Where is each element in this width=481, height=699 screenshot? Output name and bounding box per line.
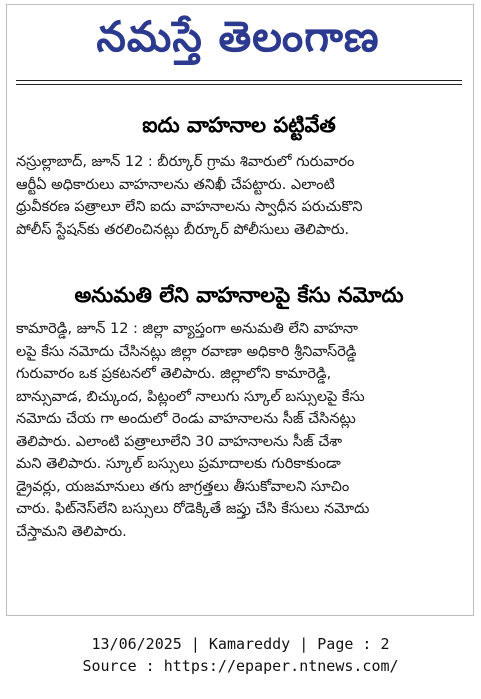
masthead-rule-bottom — [16, 84, 462, 85]
article1-body — [16, 151, 462, 241]
article2-line: లపై కేసు నమోదు చేసినట్లు జిల్లా రవాణా అధికారి శ్రీనివాస్‌రెడ్డి — [16, 343, 357, 360]
article2-line: గురువారం ఒక ప్రకటనలో తెలిపారు. జిల్లాలోని కామారెడ్డి, — [16, 366, 332, 382]
article2-headline: అనుమతి లేని వాహనాలపై కేసు నమోదు — [74, 283, 404, 307]
article2-body — [16, 318, 462, 543]
article2-line: నమోదు చేయ గా అందులో రెండు వాహనాలను సీజ్ చేసినట్లు — [16, 411, 356, 427]
article1-line: ఆర్టీఏ అధికారులు వాహనాలను తనిఖీ చేపట్టారు. ఎలాంటి — [16, 176, 335, 193]
article2-line: చేస్తామని తెలిపారు. — [16, 523, 127, 540]
article2-line: డ్రైవర్లు, యజమానులు తగు జాగ్రత్తలు తీసుకోవాలని సూచిం — [16, 478, 350, 495]
article1-line: పోలీస్ స్టేషన్‌కు తరలించినట్లు బీర్కూర్ పోలీసులు తెలిపారు. — [16, 221, 350, 238]
footer-source: Source : https://epaper.ntnews.com/ — [82, 657, 399, 675]
masthead-rule-top — [16, 80, 462, 81]
article2-line: చారు. ఫిట్‌నెస్‌లేని బస్సులు రోడెక్కితే జప్తు చేసి కేసులు నమోదు — [16, 501, 370, 517]
article1-headline: ఐదు వాహనాల పట్టివేత — [142, 113, 336, 137]
article2-line: తెలిపారు. ఎలాంటి పత్రాలూలేని 30 వాహనాలను సీజ్ చేశా — [16, 433, 343, 450]
article2-line: కామారెడ్డి, జూన్ 12 : జిల్లా వ్యాప్తంగా అనుమతి లేని వాహనా — [16, 321, 358, 337]
article1-line: ధ్రువీకరణ పత్రాలూ లేని ఐదు వాహనాలను స్వాధీన పరుచుకొని — [16, 199, 363, 215]
masthead-logo: నమస్తే తెలంగాణ — [96, 12, 380, 61]
footer-date-edition-page: 13/06/2025 | Kamareddy | Page : 2 — [91, 635, 390, 653]
article1-line: నస్రుల్లాబాద్, జూన్ 12 : బీర్కూర్ గ్రామ శివారులో గురువారం — [16, 154, 355, 170]
article2-line: బాన్సువాడ, బిచ్కుంద, పిట్లంలో నాలుగు స్కూల్ బస్సులపై కేసు — [16, 388, 365, 405]
article2-line: మని తెలిపారు. స్కూల్ బస్సులు ప్రమాదాలకు గురికాకుండా — [16, 456, 341, 472]
